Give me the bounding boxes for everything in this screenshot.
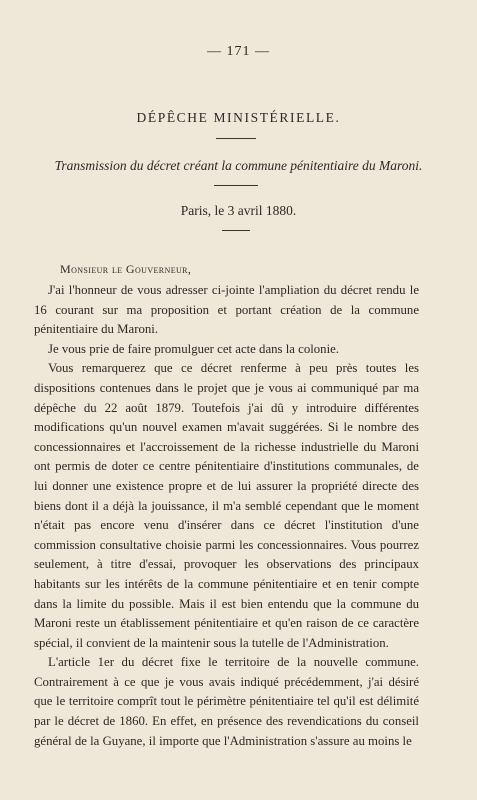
letter-body [34, 281, 419, 751]
dateline-rule [222, 230, 250, 231]
heading-rule [216, 138, 256, 139]
dateline: Paris, le 3 avril 1880. [180, 203, 297, 218]
paragraph: J'ai l'honneur de vous adresser ci-jointe l'ampliation du décret rendu le 16 courant sur ma proposition et portant création de la commune pénitentiaire du Maroni. [34, 283, 419, 337]
salutation [60, 262, 191, 277]
document-heading: DÉPÊCHE MINISTÉRIELLE. [136, 110, 341, 125]
paragraph: L'article 1er du décret fixe le territoire de la nouvelle commune. Contrairement à ce que je vous avais indiqué précédemment, j'ai désiré que le territoire comprît tout le périmètre pénitentiaire tel qu'il est délimité par le décret de 1860. En effet, en présence des revendications du conseil général de la Guyane, il importe que l'Administration s'assure au moins le [34, 655, 419, 748]
document-subtitle: Transmission du décret créant la commune pénitentiaire du Maroni. [54, 158, 423, 173]
salutation-text: Monsieur le Gouverneur, [60, 262, 192, 276]
paragraph: Vous remarquerez que ce décret renferme à peu près toutes les dispositions contenues dans le projet que je vous ai communiqué par ma dépêche du 22 août 1879. Toutefois j'ai dû y introduire différentes modifications qu'un nouvel examen m'avait suggérées. Si le nombre des concessionnaires et l'accroissement de la richesse industrielle du Maroni ont permis de doter ce centre pénitentiaire d'institutions communales, de lui donner une existence propre et de lui assurer la propriété directe des biens dont il a déjà la jouissance, il m'a semblé cependant que le moment n'était pas encore venu d'insérer dans ce décret l'institution d'une commission consultative choisie parmi les concessionnaires. Vous pourrez seulement, à titre d'essai, provoquer les observations des principaux habitants sur les intérêts de la commune pénitentiaire et en tenir compte dans la limite du possible. Mais il est bien entendu que la commune du Maroni reste un établissement pénitentiaire et qu'en raison de ce caractère spécial, il convient de la maintenir sous la tutelle de l'Administration. [34, 361, 419, 650]
paragraph: Je vous prie de faire promulguer cet acte dans la colonie. [48, 341, 340, 356]
page-number: — 171 — [207, 44, 270, 59]
subtitle-rule [214, 185, 258, 186]
